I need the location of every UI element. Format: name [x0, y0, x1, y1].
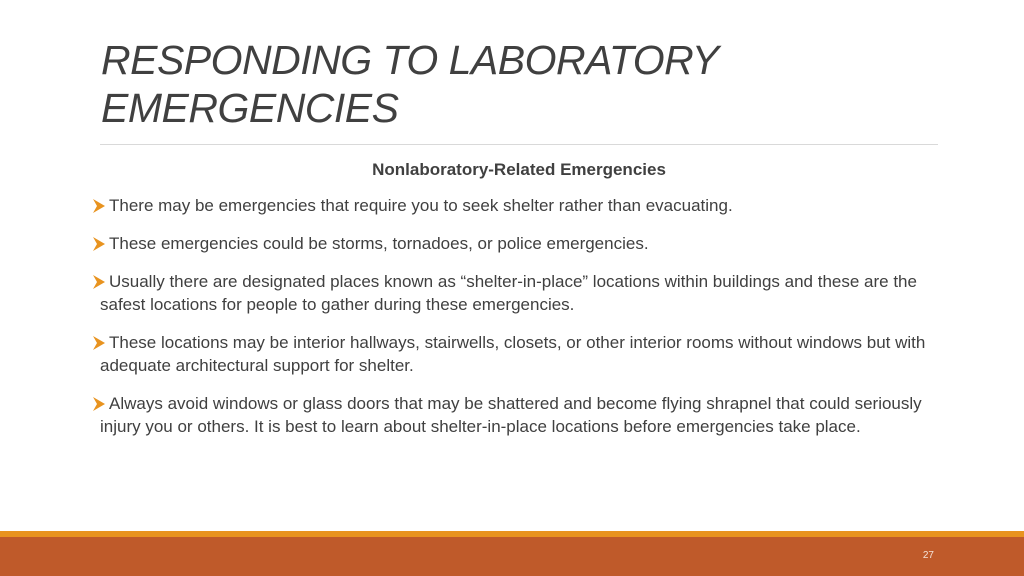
bullet-text: Usually there are designated places known as “shelter-in-place” locations within buildings and these are the safest locations for people to gather during these emergencies. — [100, 272, 917, 314]
title-divider — [100, 144, 938, 145]
bullet-item — [91, 232, 941, 255]
arrow-bullet-icon — [91, 335, 107, 351]
bullet-item — [91, 331, 941, 377]
bullet-item — [91, 194, 941, 217]
arrow-bullet-icon — [91, 198, 107, 214]
arrow-bullet-icon — [91, 274, 107, 290]
slide-title: RESPONDING TO LABORATORY EMERGENCIES — [101, 37, 718, 131]
footer-bar — [0, 537, 1024, 576]
bullet-item — [91, 270, 941, 316]
page-number: 27 — [922, 550, 934, 561]
bullet-text: There may be emergencies that require you to seek shelter rather than evacuating. — [109, 196, 733, 215]
slide-subtitle: Nonlaboratory-Related Emergencies — [372, 160, 666, 179]
bullet-text: These locations may be interior hallways, stairwells, closets, or other interior rooms without windows but with adequate architectural support for shelter. — [100, 333, 926, 375]
bullet-item — [91, 392, 941, 438]
bullet-text: Always avoid windows or glass doors that may be shattered and become flying shrapnel that could seriously injury you or others. It is best to learn about shelter-in-place locations before emergencies take place. — [100, 394, 922, 436]
bullet-list — [91, 194, 941, 453]
arrow-bullet-icon — [91, 236, 107, 252]
bullet-text: These emergencies could be storms, tornadoes, or police emergencies. — [109, 234, 649, 253]
arrow-bullet-icon — [91, 396, 107, 412]
